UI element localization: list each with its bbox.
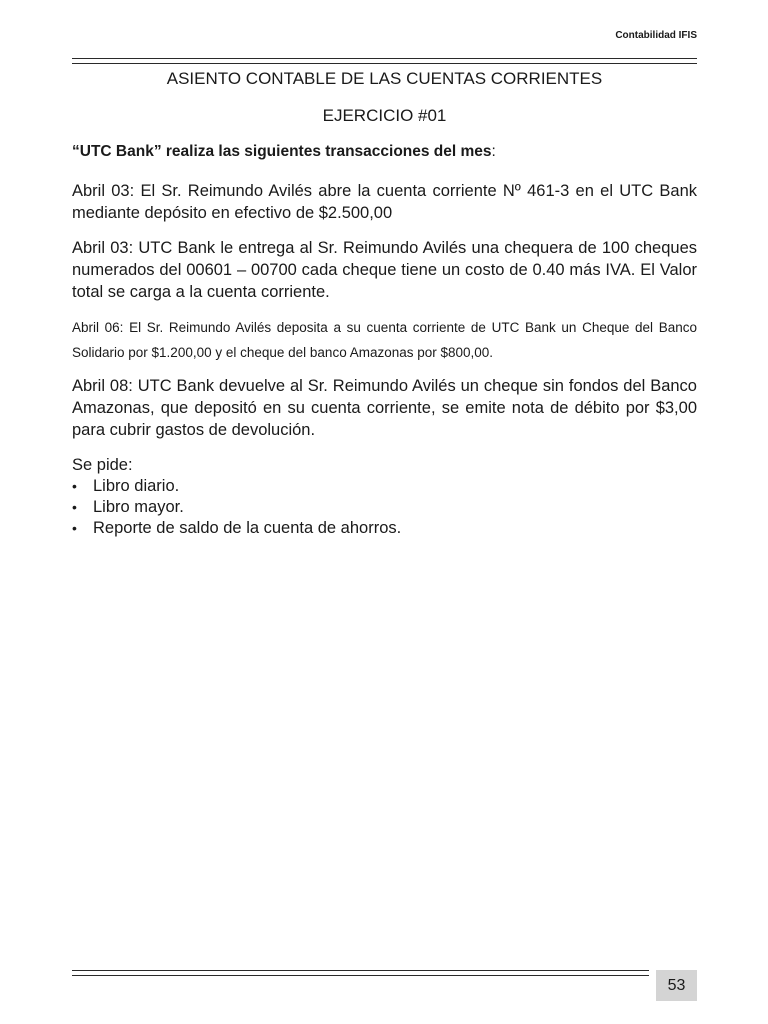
page-number: 53 xyxy=(656,970,697,1001)
bullet-icon: • xyxy=(72,478,77,494)
footer-rule xyxy=(72,975,649,976)
intro-line xyxy=(72,143,697,161)
header-rule xyxy=(72,63,697,64)
transaction-paragraph: Abril 08: UTC Bank devuelve al Sr. Reimundo Avilés un cheque sin fondos del Banco Amazonas, que depositó en su cuenta corriente, se emite nota de débito por $3,00 para cubrir gastos de devolución. xyxy=(72,377,697,439)
list-item-text: Reporte de saldo de la cuenta de ahorros. xyxy=(93,519,402,537)
transaction-paragraph: Abril 06: El Sr. Reimundo Avilés deposita a su cuenta corriente de UTC Bank un Cheque del Banco Solidario por $1.200,00 y el cheque del banco Amazonas por $800,00. xyxy=(72,320,697,360)
bullet-icon: • xyxy=(72,499,77,515)
requirements-label: Se pide: xyxy=(72,456,133,474)
exercise-title: EJERCICIO #01 xyxy=(322,106,447,125)
footer-rule xyxy=(72,970,649,971)
transaction-paragraph: Abril 03: El Sr. Reimundo Avilés abre la cuenta corriente Nº 461-3 en el UTC Bank mediante depósito en efectivo de $2.500,00 xyxy=(72,182,697,222)
page-title: ASIENTO CONTABLE DE LAS CUENTAS CORRIENTES xyxy=(166,69,603,88)
requirements-section xyxy=(72,455,697,539)
list-item xyxy=(72,476,697,497)
running-header: Contabilidad IFIS xyxy=(615,30,697,41)
list-item-text: Libro diario. xyxy=(93,477,180,495)
intro-colon: : xyxy=(491,143,496,160)
list-item xyxy=(72,497,697,518)
list-item xyxy=(72,518,697,539)
transaction-paragraph: Abril 03: UTC Bank le entrega al Sr. Reimundo Avilés una chequera de 100 cheques numerados del 00601 – 00700 cada cheque tiene un costo de 0.40 más IVA. El Valor total se carga a la cuenta corriente. xyxy=(72,239,697,301)
intro-text: “UTC Bank” realiza las siguientes transacciones del mes xyxy=(72,143,492,160)
requirements-list xyxy=(72,476,697,539)
bullet-icon: • xyxy=(72,520,77,536)
header-rule xyxy=(72,58,697,59)
list-item-text: Libro mayor. xyxy=(93,498,184,516)
